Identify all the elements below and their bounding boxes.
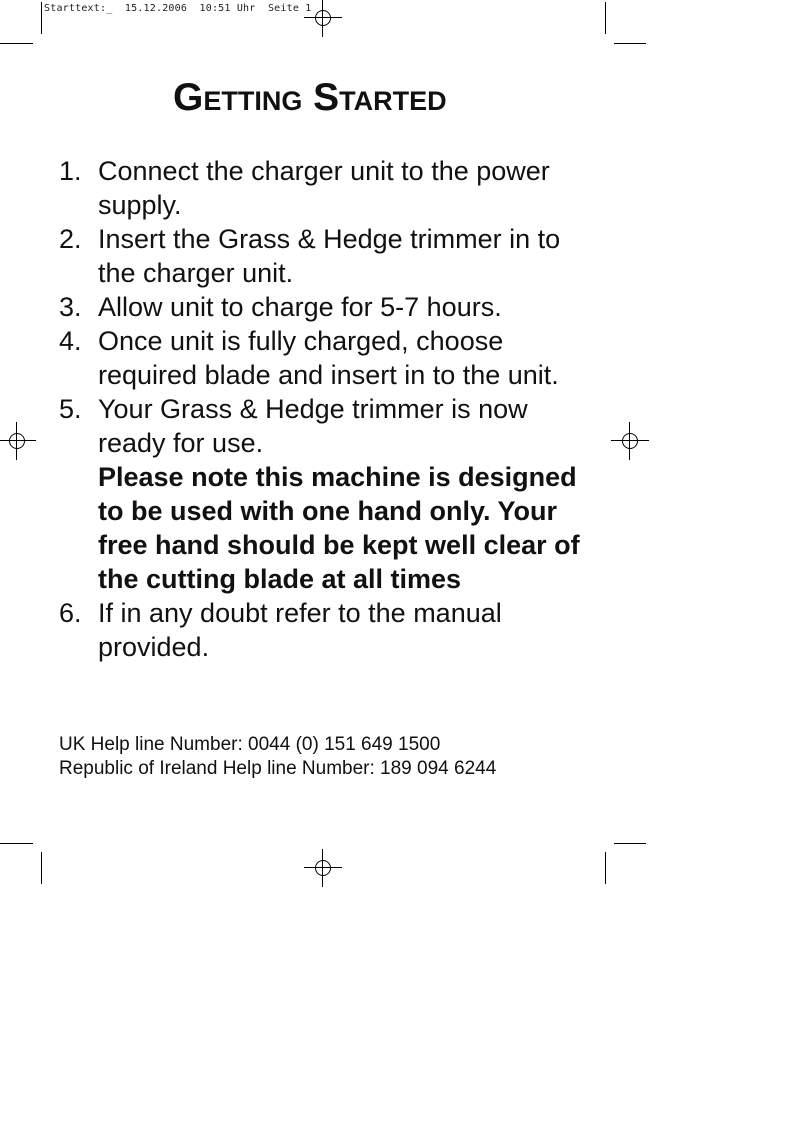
list-item [59, 324, 599, 392]
steps-list [59, 154, 599, 664]
crop-mark-icon [614, 43, 646, 44]
step-text: Your Grass & Hedge trimmer is now ready for use. [98, 394, 528, 458]
step-number: 1. [59, 156, 82, 186]
registration-mark-icon [619, 430, 641, 452]
crop-mark-icon [0, 843, 33, 844]
helpline-block [59, 733, 496, 781]
safety-note: Please note this machine is designed to be used with one hand only. Your free hand should be kept well clear of the cutting blade at all times [98, 462, 580, 594]
crop-mark-icon [614, 843, 646, 844]
step-text: Allow unit to charge for 5-7 hours. [98, 292, 502, 322]
list-item [59, 154, 599, 222]
crop-mark-icon [605, 852, 606, 884]
crop-mark-icon [0, 43, 33, 44]
registration-mark-icon [6, 430, 28, 452]
list-item [59, 290, 599, 324]
list-item [59, 596, 599, 664]
step-number: 5. [59, 394, 82, 424]
crop-mark-icon [41, 2, 42, 34]
step-text: Once unit is fully charged, choose required blade and insert in to the unit. [98, 326, 559, 390]
crop-mark-icon [41, 852, 42, 884]
step-text: Insert the Grass & Hedge trimmer in to the charger unit. [98, 224, 561, 288]
crop-mark-icon [605, 2, 606, 34]
print-slug-line: Starttext:_ 15.12.2006 10:51 Uhr Seite 1 [44, 3, 312, 14]
registration-mark-icon [312, 7, 334, 29]
step-text: Connect the charger unit to the power supply. [98, 156, 550, 220]
step-number: 3. [59, 292, 82, 322]
list-item [59, 392, 599, 596]
registration-mark-icon [312, 857, 334, 879]
step-number: 6. [59, 598, 82, 628]
step-number: 4. [59, 326, 82, 356]
step-number: 2. [59, 224, 82, 254]
uk-helpline: UK Help line Number: 0044 (0) 151 649 1500 [59, 734, 441, 755]
step-text: If in any doubt refer to the manual provided. [98, 598, 502, 662]
page-title: Getting Started [173, 76, 447, 119]
ireland-helpline: Republic of Ireland Help line Number: 189 094 6244 [59, 758, 497, 779]
list-item [59, 222, 599, 290]
